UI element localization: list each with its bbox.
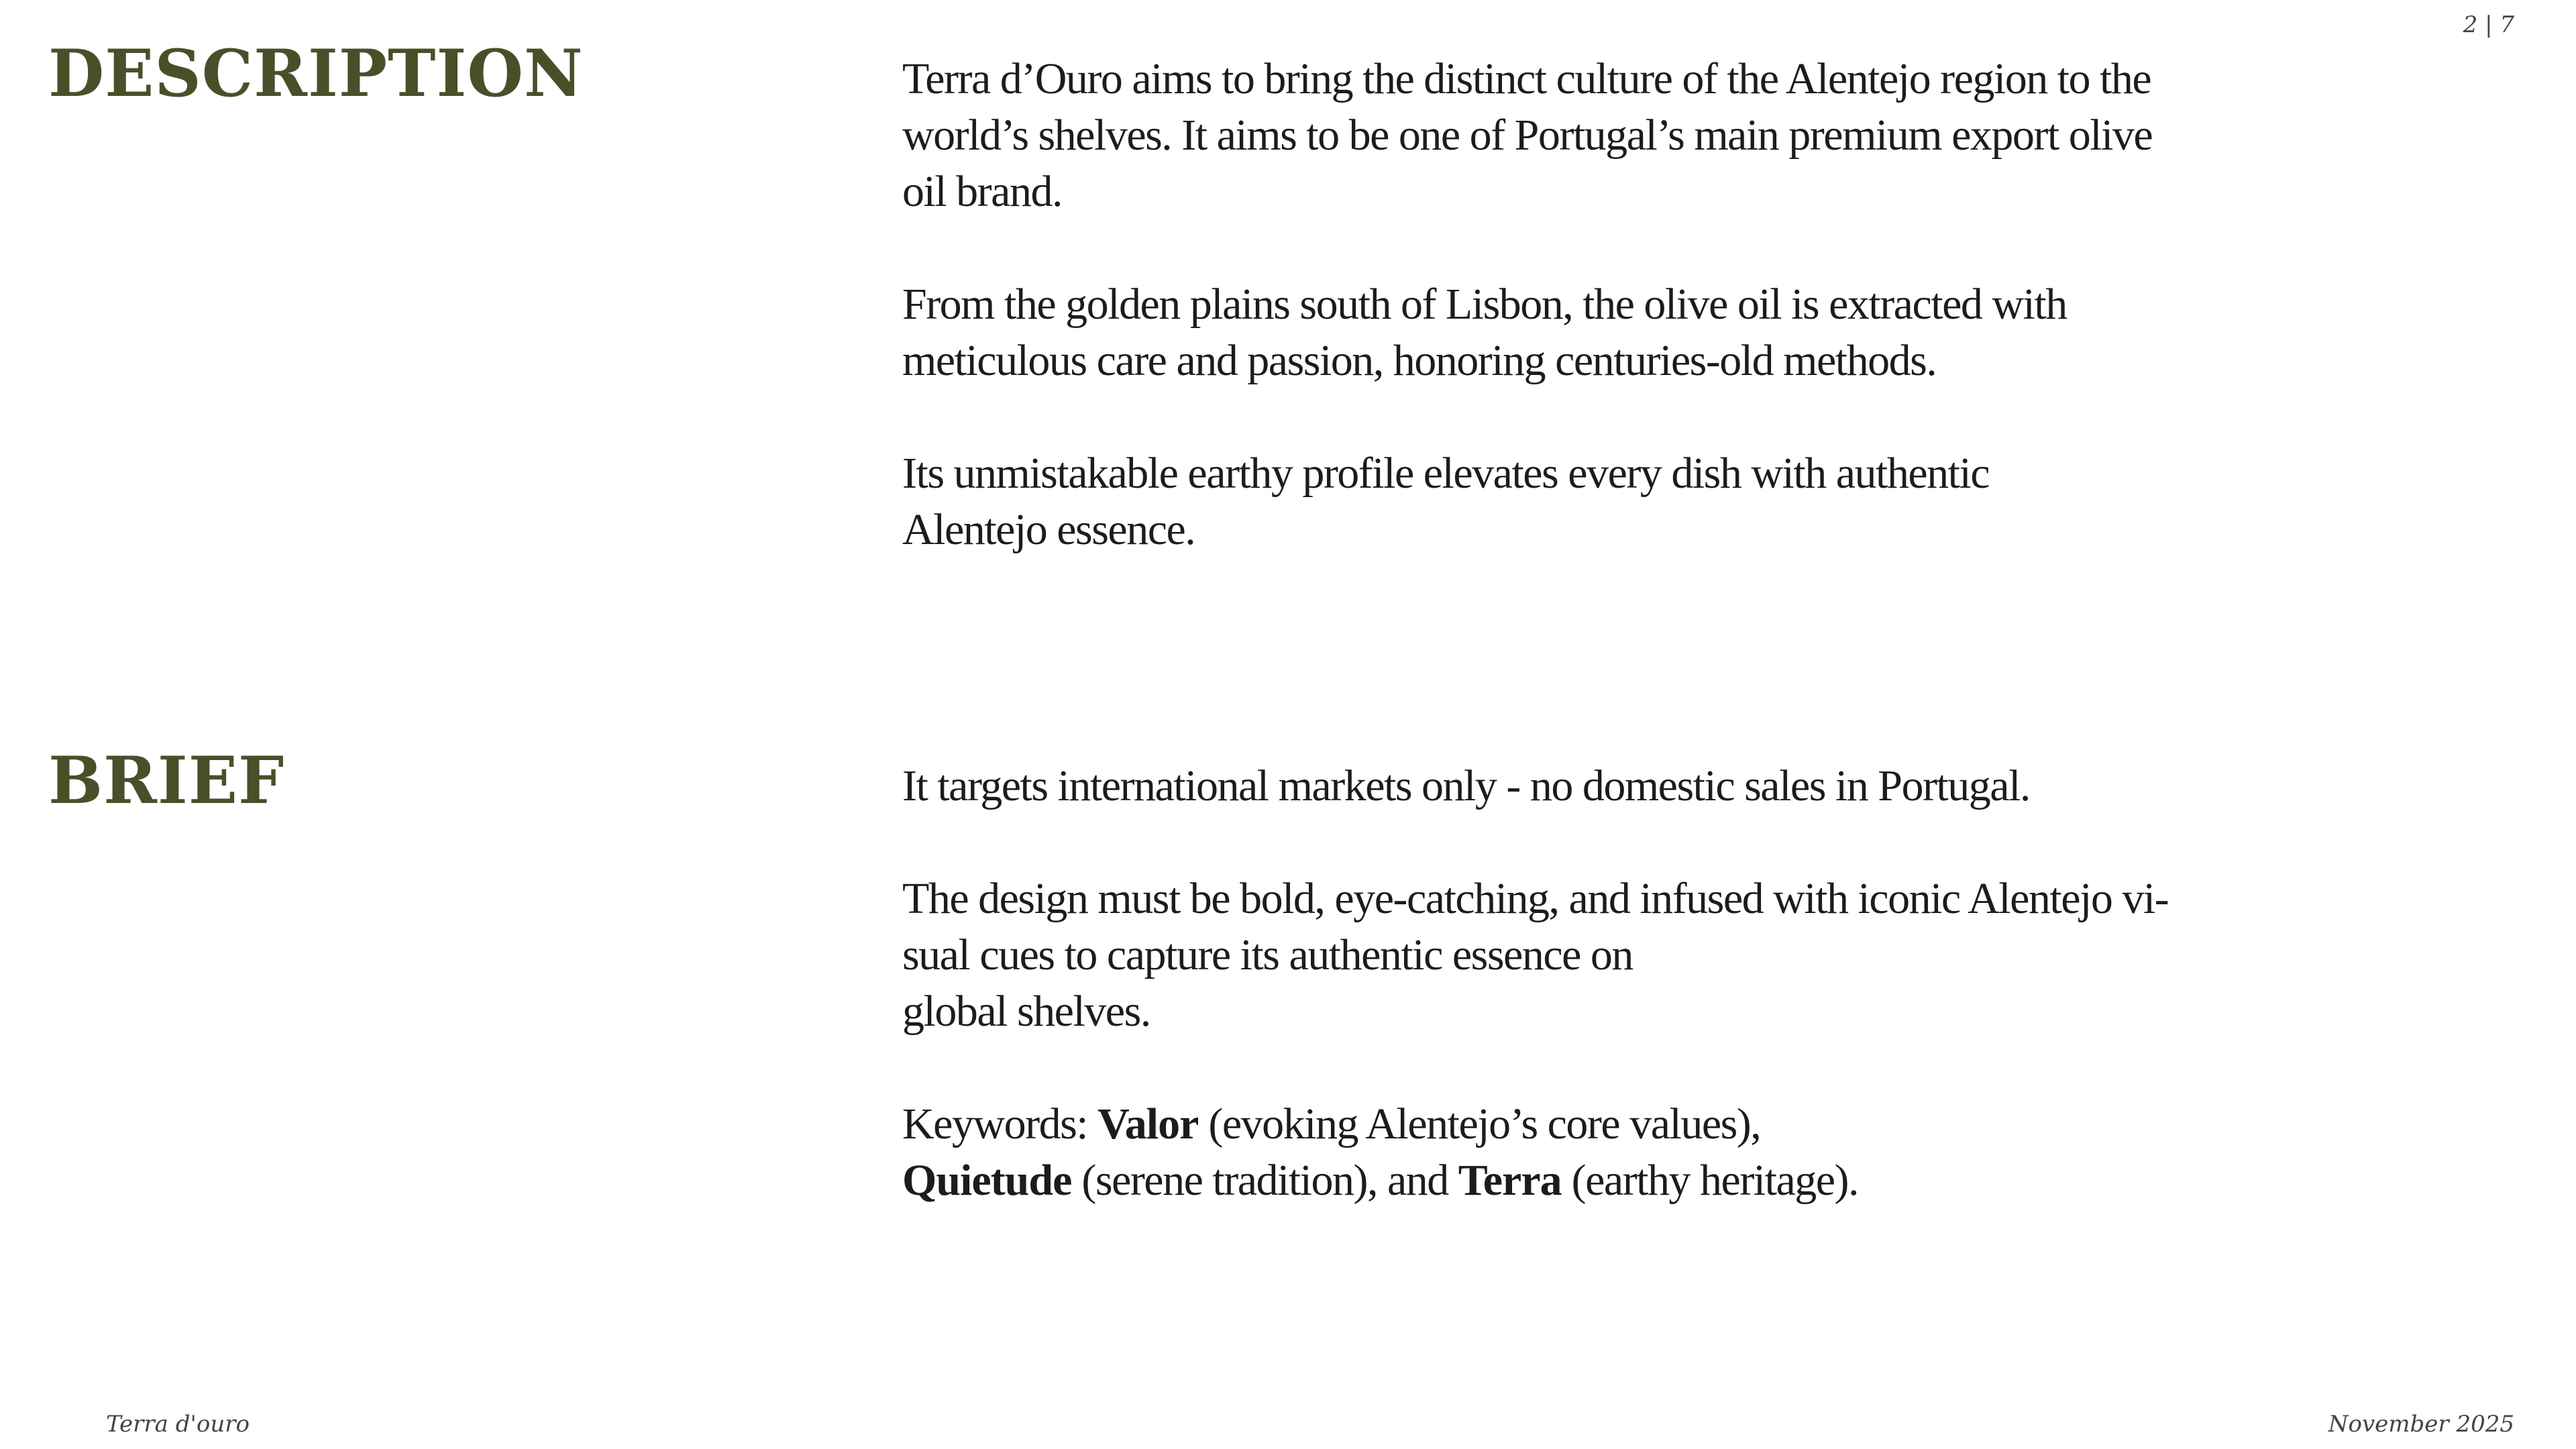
keywords-label: Keywords: [902,1099,1098,1148]
brief-body [902,758,2284,1209]
description-heading: DESCRIPTION [48,36,584,111]
text-line: global shelves. [902,987,1150,1036]
keyword-quietude: Quietude [902,1156,1072,1205]
footer-date: November 2025 [2328,1411,2514,1438]
description-paragraph [902,276,2284,389]
text-line: oil brand. [902,167,1062,216]
keywords-line [902,1152,2284,1209]
text-line: sual cues to capture its authentic essence on [902,930,1633,979]
brief-paragraph [902,871,2284,1040]
keywords-paragraph [902,1096,2284,1209]
text-line: Terra d’Ouro aims to bring the distinct culture of the Alentejo region to the [902,54,2151,103]
text-line: From the golden plains south of Lisbon, the olive oil is extracted with [902,280,2067,329]
text-line: The design must be bold, eye-catching, and infused with iconic Alentejo vi- [902,874,2169,923]
text-line: It targets international markets only - no domestic sales in Portugal. [902,761,2030,810]
text-line: meticulous care and passion, honoring centuries-old methods. [902,336,1937,385]
page-number: 2 | 7 [2463,11,2514,38]
text-line: Its unmistakable earthy profile elevates every dish with authentic [902,449,1990,498]
text-line: Alentejo essence. [902,505,1195,554]
brief-heading: BRIEF [48,743,285,818]
keyword-terra-desc: (earthy heritage). [1561,1156,1859,1205]
text-line: world’s shelves. It aims to be one of Portugal’s main premium export olive [902,111,2153,160]
keyword-terra: Terra [1458,1156,1562,1205]
keywords-line [902,1096,2284,1152]
description-body [902,51,2284,558]
keyword-quietude-desc: (serene tradition), and [1071,1156,1458,1205]
brief-paragraph [902,758,2284,814]
description-paragraph [902,51,2284,220]
keyword-valor: Valor [1097,1099,1199,1148]
footer-brand: Terra d'ouro [106,1411,250,1438]
description-paragraph [902,445,2284,558]
keyword-valor-desc: (evoking Alentejo’s core values), [1198,1099,1761,1148]
